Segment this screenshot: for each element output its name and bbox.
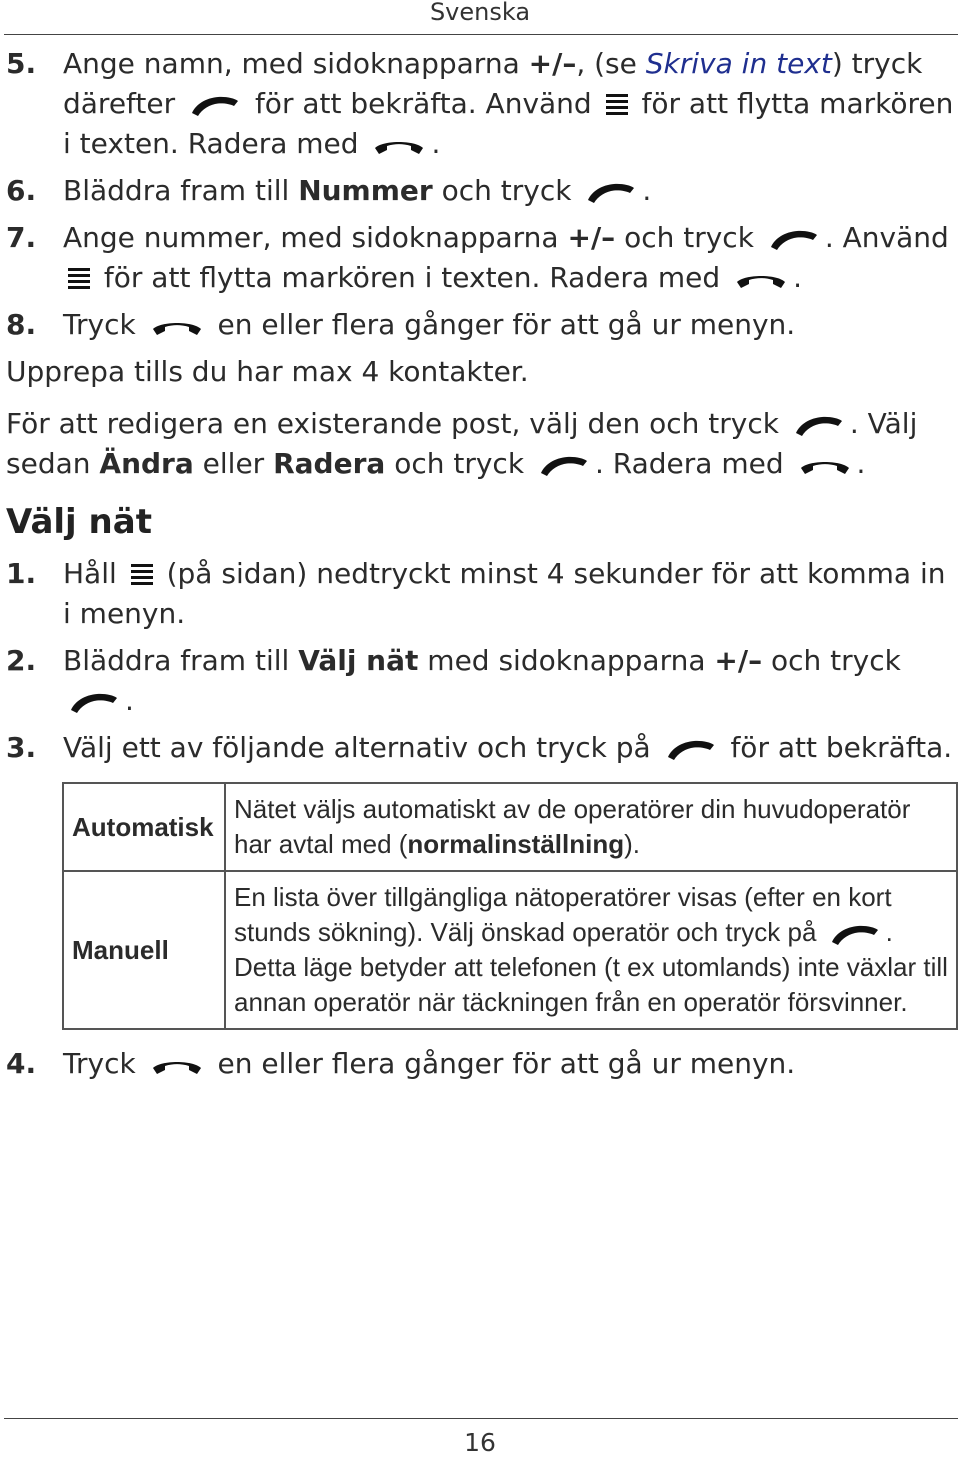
phone-end-icon bbox=[733, 266, 789, 292]
section-step-2 bbox=[6, 641, 956, 721]
step-text: för att flytta markören i texten. Radera med bbox=[103, 261, 721, 294]
edit-note bbox=[6, 404, 956, 484]
desc-text: ). bbox=[624, 829, 640, 859]
phone-call-icon bbox=[67, 689, 121, 715]
step-number: 3. bbox=[6, 731, 37, 764]
note-text: eller bbox=[193, 447, 274, 480]
phone-call-icon bbox=[537, 452, 591, 478]
menu-lines-icon bbox=[67, 265, 91, 293]
step-text: och tryck bbox=[615, 221, 754, 254]
menu-label: Välj nät bbox=[298, 644, 419, 677]
section-title: Välj nät bbox=[6, 502, 152, 542]
note-text: och tryck bbox=[385, 447, 525, 480]
footer-rule bbox=[4, 1418, 958, 1419]
step-7 bbox=[6, 218, 956, 298]
phone-call-icon bbox=[584, 179, 638, 205]
header-language: Svenska bbox=[429, 0, 531, 26]
page-number: 16 bbox=[464, 1428, 496, 1457]
network-options-table bbox=[62, 782, 958, 1030]
option-description bbox=[225, 871, 957, 1029]
section-step-4 bbox=[6, 1044, 956, 1084]
menu-lines-icon bbox=[605, 91, 629, 119]
desc-text: En lista över tillgängliga nätoperatörer visas (efter en kort stunds sökning). Välj önskad operatör och tryck på bbox=[234, 882, 892, 947]
step-text: en eller flera gånger för att gå ur menyn. bbox=[217, 308, 796, 341]
table-row bbox=[63, 871, 957, 1029]
note-text: . bbox=[856, 447, 866, 480]
step-text: . bbox=[125, 684, 134, 717]
section-step-3 bbox=[6, 728, 956, 768]
step-number: 1. bbox=[6, 557, 37, 590]
step-text: med sidoknapparna bbox=[418, 644, 715, 677]
step-text: en eller flera gånger för att gå ur menyn. bbox=[217, 1047, 796, 1080]
phone-call-icon bbox=[792, 412, 846, 438]
step-text: . bbox=[431, 127, 441, 160]
default-label: normalinställning bbox=[407, 829, 625, 859]
desc-text: . Detta läge betyder att telefonen (t ex utomlands) inte växlar till annan operatör när täckningen från en operatör försvinner. bbox=[234, 917, 948, 1017]
step-text: . Använd bbox=[824, 221, 949, 254]
step-6 bbox=[6, 171, 956, 211]
step-text: för att bekräfta. bbox=[730, 731, 953, 764]
step-5 bbox=[6, 44, 956, 164]
phone-call-icon bbox=[828, 921, 882, 947]
step-text: Tryck bbox=[63, 1047, 136, 1080]
section-step-1 bbox=[6, 554, 956, 634]
step-text: och tryck bbox=[762, 644, 901, 677]
step-text: för att flytta markören i texten. Radera med bbox=[63, 87, 954, 160]
phone-end-icon bbox=[371, 132, 427, 158]
step-text: . bbox=[793, 261, 802, 294]
option-label: Automatisk bbox=[63, 783, 225, 871]
step-text: , (se bbox=[576, 47, 646, 80]
step-text: Ange nummer, med sidoknapparna bbox=[63, 221, 568, 254]
phone-end-icon bbox=[797, 452, 853, 478]
note-text: . Välj sedan bbox=[6, 407, 918, 480]
menu-lines-icon bbox=[130, 561, 154, 589]
step-text: för att bekräfta. Använd bbox=[254, 87, 592, 120]
step-text: Tryck bbox=[63, 308, 136, 341]
step-text: och tryck bbox=[432, 174, 572, 207]
repeat-note: Upprepa tills du har max 4 kontakter. bbox=[6, 355, 529, 388]
manual-content bbox=[6, 44, 956, 1091]
desc-text: Nätet väljs automatiskt av de operatörer din huvudoperatör har avtal med ( bbox=[234, 794, 911, 859]
option-description bbox=[225, 783, 957, 871]
step-number: 5. bbox=[6, 47, 37, 80]
menu-label: Radera bbox=[273, 447, 386, 480]
phone-call-icon bbox=[767, 226, 821, 252]
step-text: . bbox=[642, 174, 652, 207]
key-label: +/– bbox=[567, 221, 616, 254]
step-text: Håll bbox=[63, 557, 117, 590]
step-8 bbox=[6, 305, 956, 345]
note-text: . Radera med bbox=[594, 447, 784, 480]
phone-call-icon bbox=[188, 92, 242, 118]
key-label: +/– bbox=[528, 47, 577, 80]
menu-label: Ändra bbox=[99, 447, 194, 480]
step-text: Bläddra fram till bbox=[63, 174, 299, 207]
header-rule bbox=[4, 34, 958, 35]
phone-call-icon bbox=[664, 736, 718, 762]
note-text: För att redigera en existerande post, välj den och tryck bbox=[6, 407, 779, 440]
step-number: 7. bbox=[6, 221, 37, 254]
step-number: 4. bbox=[6, 1047, 37, 1080]
step-number: 2. bbox=[6, 644, 37, 677]
step-text: ) tryck därefter bbox=[63, 47, 923, 120]
step-number: 8. bbox=[6, 308, 37, 341]
step-text: Bläddra fram till bbox=[63, 644, 299, 677]
table-row bbox=[63, 783, 957, 871]
menu-label: Nummer bbox=[298, 174, 433, 207]
option-label: Manuell bbox=[63, 871, 225, 1029]
step-text: Välj ett av följande alternativ och tryck på bbox=[63, 731, 651, 764]
phone-end-icon bbox=[149, 1052, 205, 1078]
step-text: Ange namn, med sidoknapparna bbox=[63, 47, 529, 80]
link-skriva-in-text[interactable]: Skriva in text bbox=[645, 47, 832, 80]
key-label: +/– bbox=[714, 644, 763, 677]
step-number: 6. bbox=[6, 174, 37, 207]
step-text: (på sidan) nedtryckt minst 4 sekunder för att komma in i menyn. bbox=[63, 557, 946, 630]
phone-end-icon bbox=[149, 313, 205, 339]
